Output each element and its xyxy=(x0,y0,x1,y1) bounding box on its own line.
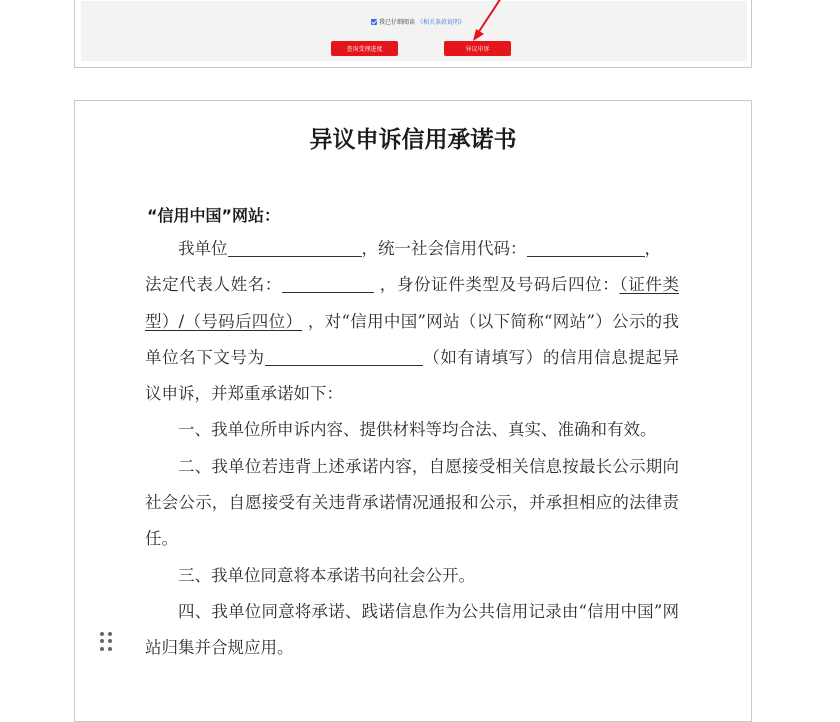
page-title: 异议申诉信用承诺书 xyxy=(309,126,517,153)
commitment-item-3: 三、我单位同意将本承诺书向社会公开。 xyxy=(178,565,475,585)
query-progress-button[interactable]: 查询受理进度 xyxy=(331,41,398,56)
agree-text: 我已仔细阅读 xyxy=(379,19,416,26)
terms-link[interactable]: 《相关条款说明》 xyxy=(417,19,466,26)
text-segment: 法定代表人姓名： xyxy=(145,275,282,295)
form-screenshot-card xyxy=(74,0,752,68)
appeal-button[interactable]: 异议申诉 xyxy=(444,41,511,56)
credit-code-blank[interactable] xyxy=(527,240,645,258)
text-segment: ，统一社会信用代码： xyxy=(361,239,527,258)
id-type-placeholder: （证件类型）/（号码后四位） xyxy=(145,275,680,331)
salutation: “信用中国”网站： xyxy=(147,206,281,225)
intro-paragraph xyxy=(145,231,679,412)
agree-checkbox[interactable] xyxy=(371,19,377,25)
letter-body xyxy=(145,231,679,667)
drag-handle-icon[interactable] xyxy=(100,632,114,652)
text-segment: ，身份证件类型及号码后四位： xyxy=(373,275,620,295)
agreement-row xyxy=(371,17,465,26)
legal-rep-name-blank[interactable] xyxy=(282,276,374,294)
text-segment: ，对“信用中国”网站（以下简称“网站”）公示的我单位名下文号为 xyxy=(145,311,679,367)
commitment-letter xyxy=(74,100,752,722)
document-number-blank[interactable] xyxy=(265,348,423,366)
commitment-item-4: 四、我单位同意将承诺、践诺信息作为公共信用记录由“信用中国”网站归集并合规应用。 xyxy=(145,601,679,658)
text-segment: （如有请填写）的信用信息提起异议申诉，并郑重承诺如下： xyxy=(145,347,680,404)
text-segment: 我单位 xyxy=(178,239,228,258)
commitment-item-1: 一、我单位所申诉内容、提供材料等均合法、真实、准确和有效。 xyxy=(178,420,657,440)
unit-name-blank[interactable] xyxy=(228,240,362,258)
form-panel xyxy=(81,1,747,61)
commitment-item-2: 二、我单位若违背上述承诺内容，自愿接受相关信息按最长公示期向社会公示，自愿接受有关违背承诺情况通报和公示，并承担相应的法律责任。 xyxy=(145,456,679,549)
text-segment: ， xyxy=(644,239,661,258)
